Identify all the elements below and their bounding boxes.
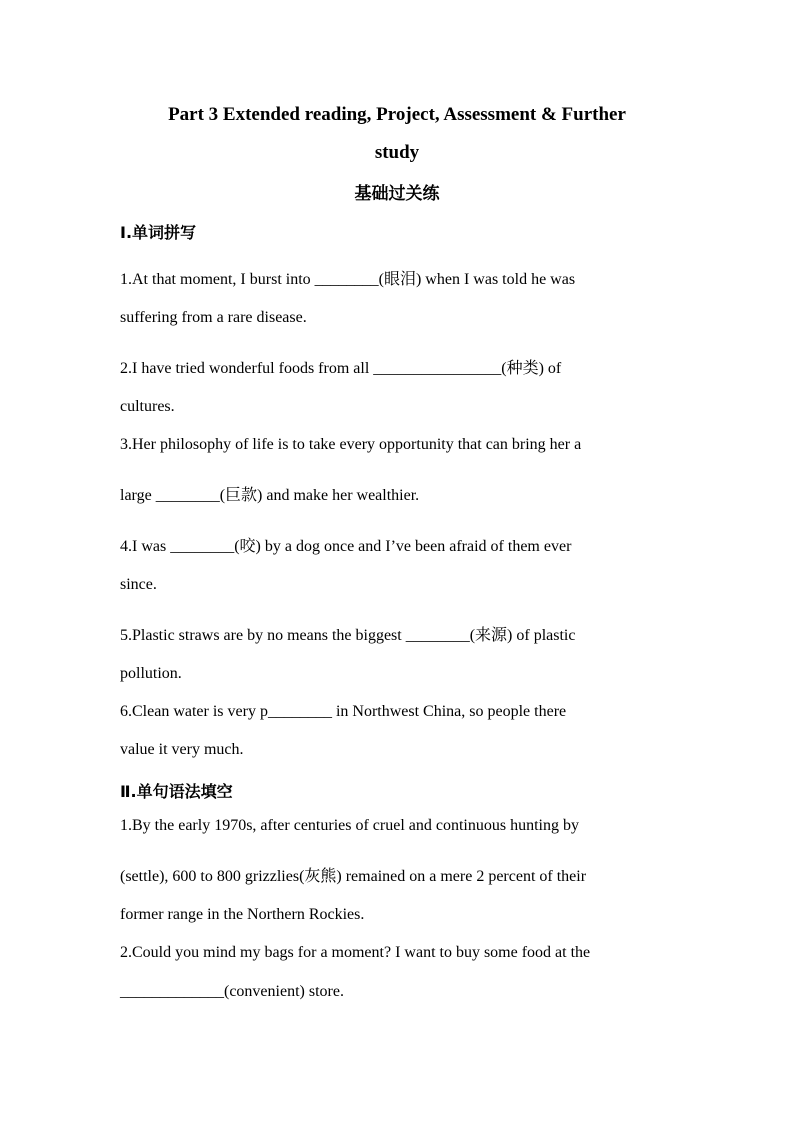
section-1-line: large ________(巨款) and make her wealthier. bbox=[120, 487, 420, 504]
section-2-line: (settle), 600 to 800 grizzlies(灰熊) remained on a mere 2 percent of their bbox=[120, 868, 587, 885]
section-2-line: _____________(convenient) store. bbox=[120, 983, 344, 1000]
section-1-line: 4.I was ________(咬) by a dog once and I’ve been afraid of them ever bbox=[120, 538, 572, 555]
section-1-line: 5.Plastic straws are by no means the biggest ________(来源) of plastic bbox=[120, 627, 576, 644]
section-2-line: 2.Could you mind my bags for a moment? I want to buy some food at the bbox=[120, 944, 591, 961]
section-1-heading: Ⅰ.单词拼写 bbox=[120, 223, 197, 242]
section-1-line: cultures. bbox=[120, 398, 175, 415]
section-1-line: since. bbox=[120, 576, 157, 593]
section-2-line: 1.By the early 1970s, after centuries of cruel and continuous hunting by bbox=[120, 817, 579, 834]
document-title-line-1: Part 3 Extended reading, Project, Assessment & Further bbox=[168, 104, 626, 125]
document-title-line-2: study bbox=[374, 142, 420, 163]
section-1-line: suffering from a rare disease. bbox=[120, 309, 307, 326]
section-1-line: pollution. bbox=[120, 665, 182, 682]
section-1-line: 6.Clean water is very p________ in Northwest China, so people there bbox=[120, 703, 567, 720]
document-subtitle: 基础过关练 bbox=[354, 184, 440, 204]
section-1-line: 3.Her philosophy of life is to take every opportunity that can bring her a bbox=[120, 436, 582, 453]
section-1-line: 2.I have tried wonderful foods from all ________________(种类) of bbox=[120, 360, 562, 377]
section-2-heading: Ⅱ.单句语法填空 bbox=[120, 782, 233, 801]
section-1-line: 1.At that moment, I burst into ________(眼泪) when I was told he was bbox=[120, 271, 576, 288]
section-1-line: value it very much. bbox=[120, 741, 244, 758]
section-2-line: former range in the Northern Rockies. bbox=[120, 906, 365, 923]
